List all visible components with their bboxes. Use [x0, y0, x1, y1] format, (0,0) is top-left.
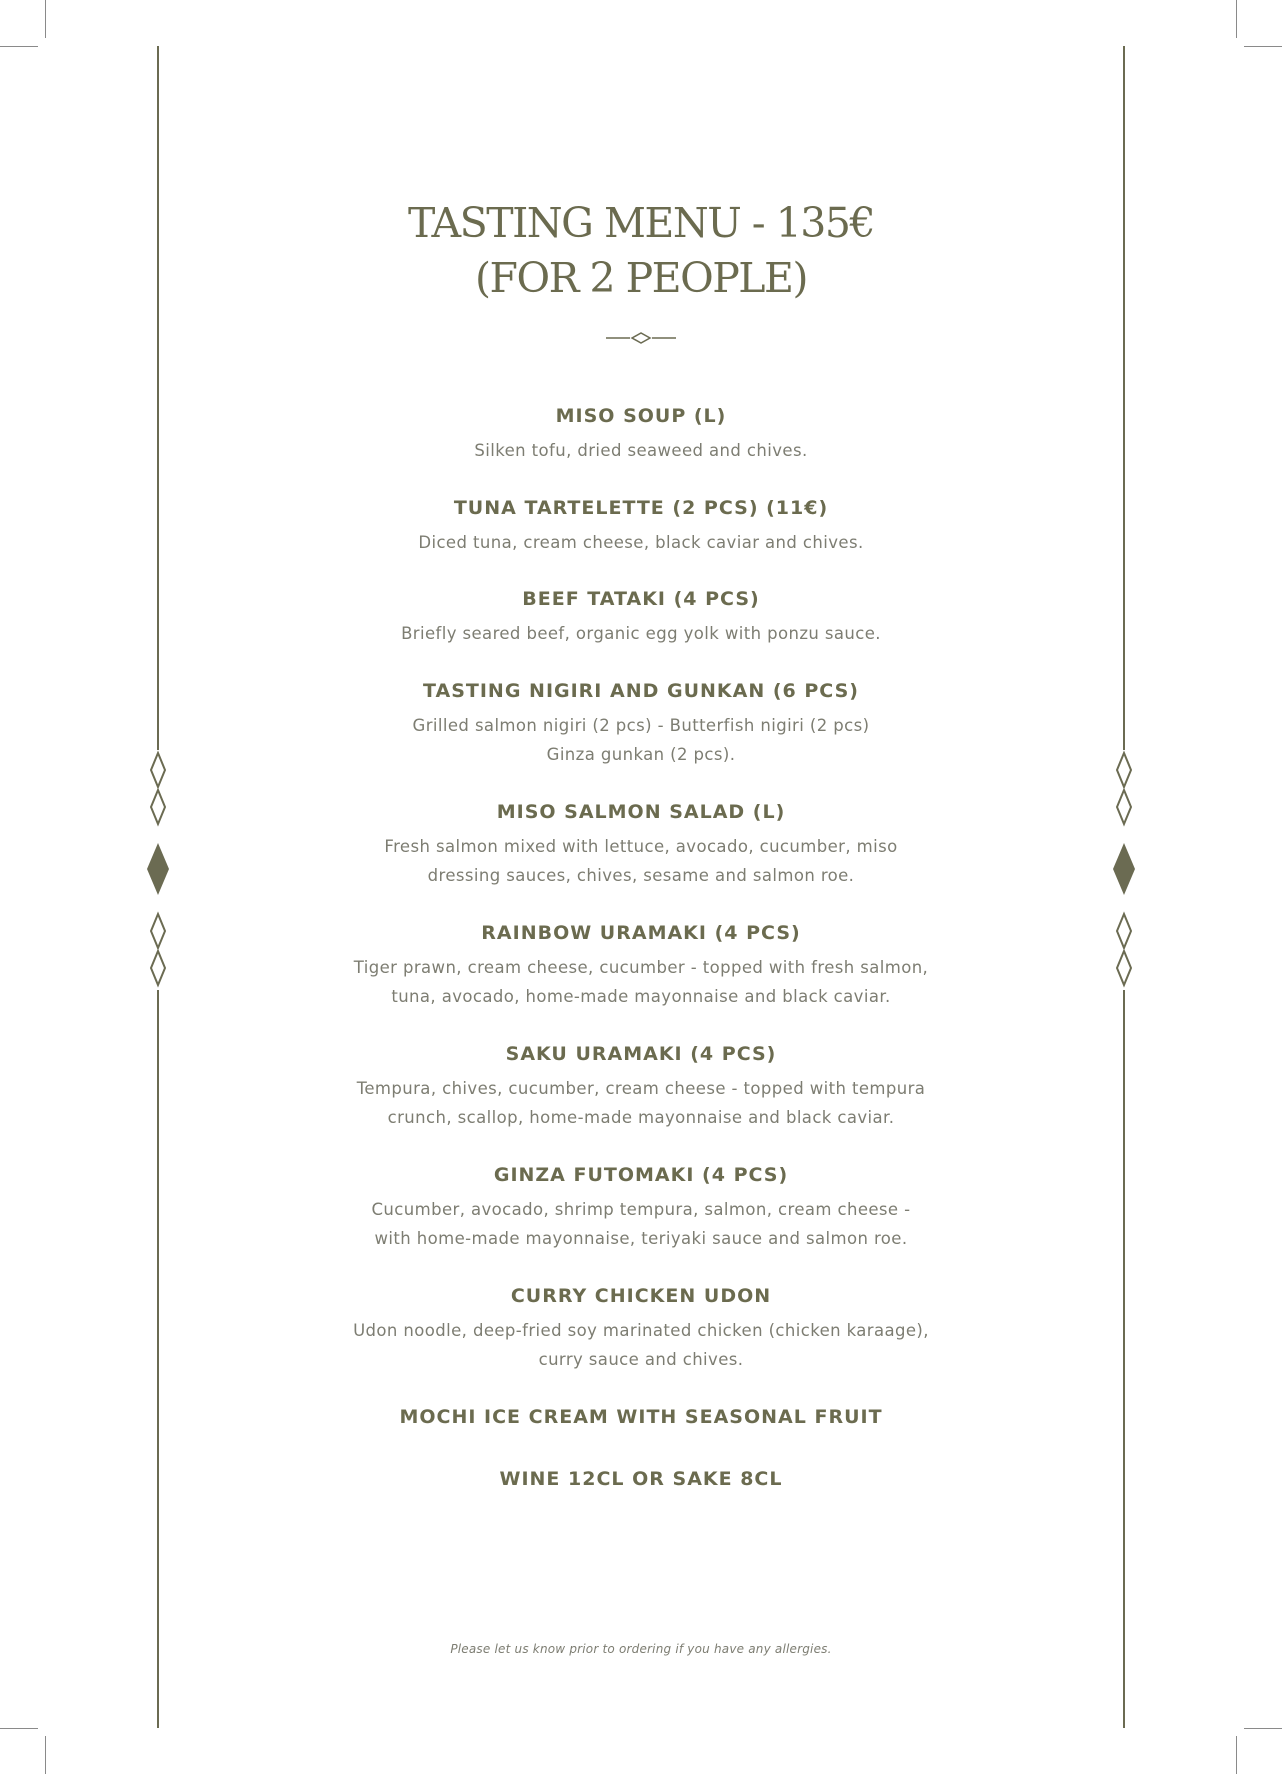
menu-item-description-line: Diced tuna, cream cheese, black caviar and chives. — [418, 532, 864, 552]
crop-mark-bottom-left-h — [0, 1728, 38, 1729]
menu-item-description — [0, 1195, 1282, 1254]
menu-title-line1: TASTING MENU - 135€ — [407, 199, 875, 247]
allergy-note: Please let us know prior to ordering if you have any allergies. — [450, 1642, 832, 1656]
menu-item-description-line: Silken tofu, dried seaweed and chives. — [474, 441, 808, 460]
menu-item-description-line: curry sauce and chives. — [538, 1350, 744, 1369]
crop-mark-top-left-v — [45, 0, 46, 38]
crop-mark-bottom-left-v — [45, 1736, 46, 1774]
menu-item-name: WINE 12CL OR SAKE 8CL — [499, 1467, 783, 1490]
menu-item-description-line: Udon noodle, deep-fried soy marinated chicken (chicken karaage), — [353, 1320, 929, 1340]
menu-item-description — [0, 1316, 1282, 1375]
menu-item-description-line: Cucumber, avocado, shrimp tempura, salmon, cream cheese - — [371, 1199, 911, 1219]
menu-item-name: GINZA FUTOMAKI (4 PCS) — [493, 1163, 789, 1186]
menu-item-name: MISO SALMON SALAD (L) — [496, 800, 786, 823]
crop-mark-top-right-v — [1236, 0, 1237, 38]
menu-item-description — [0, 619, 1282, 649]
menu-item-description-line: dressing sauces, chives, sesame and salmon roe. — [427, 866, 855, 885]
menu-item-description-line: Tempura, chives, cucumber, cream cheese - topped with tempura — [356, 1078, 926, 1098]
menu-item-description — [0, 832, 1282, 891]
menu-item — [0, 396, 1282, 466]
menu-item-name: TUNA TARTELETTE (2 PCS) (11€) — [453, 496, 829, 519]
menu-item-description-line: Ginza gunkan (2 pcs). — [546, 745, 736, 764]
menu-item-description — [0, 528, 1282, 558]
menu-item-name: MOCHI ICE CREAM WITH SEASONAL FRUIT — [399, 1405, 883, 1428]
menu-item-description — [0, 953, 1282, 1012]
crop-mark-top-right-h — [1244, 46, 1282, 47]
menu-item-name: RAINBOW URAMAKI (4 PCS) — [481, 921, 801, 944]
menu-item-description-line: tuna, avocado, home-made mayonnaise and black caviar. — [391, 987, 891, 1006]
menu-item-description-line: Tiger prawn, cream cheese, cucumber - topped with fresh salmon, — [353, 957, 929, 977]
menu-item-name: BEEF TATAKI (4 PCS) — [522, 588, 760, 610]
menu-title — [0, 196, 1282, 306]
menu-item-description — [0, 1074, 1282, 1133]
menu-title-line2: (FOR 2 PEOPLE) — [475, 254, 807, 302]
menu-item — [0, 1034, 1282, 1133]
menu-item-name: MISO SOUP (L) — [555, 405, 727, 427]
menu-item-description — [0, 711, 1282, 770]
menu-item-name: SAKU URAMAKI (4 PCS) — [505, 1042, 777, 1065]
crop-mark-bottom-right-v — [1236, 1736, 1237, 1774]
menu-item — [0, 579, 1282, 649]
menu-item-description-line: Fresh salmon mixed with lettuce, avocado, cucumber, miso — [384, 836, 898, 856]
divider-diamond-icon — [606, 330, 676, 346]
menu-item — [0, 1276, 1282, 1375]
menu-item — [0, 792, 1282, 891]
menu-item-description-line: Briefly seared beef, organic egg yolk with ponzu sauce. — [401, 624, 881, 643]
menu-item — [0, 671, 1282, 770]
crop-mark-bottom-right-h — [1244, 1728, 1282, 1729]
menu-item-description-line: with home-made mayonnaise, teriyaki sauce and salmon roe. — [374, 1229, 908, 1248]
menu-item-description — [0, 436, 1282, 466]
menu-item-name: CURRY CHICKEN UDON — [510, 1284, 772, 1307]
menu-item-description-line: Grilled salmon nigiri (2 pcs) - Butterfish nigiri (2 pcs) — [412, 715, 870, 735]
menu-item-description-line: crunch, scallop, home-made mayonnaise and black caviar. — [387, 1108, 895, 1127]
menu-item — [0, 1155, 1282, 1254]
menu-item — [0, 1459, 1282, 1499]
menu-item — [0, 488, 1282, 558]
menu-item — [0, 1397, 1282, 1437]
menu-items — [0, 396, 1282, 1521]
menu-item — [0, 913, 1282, 1012]
menu-item-name: TASTING NIGIRI AND GUNKAN (6 PCS) — [423, 679, 859, 702]
crop-mark-top-left-h — [0, 46, 38, 47]
